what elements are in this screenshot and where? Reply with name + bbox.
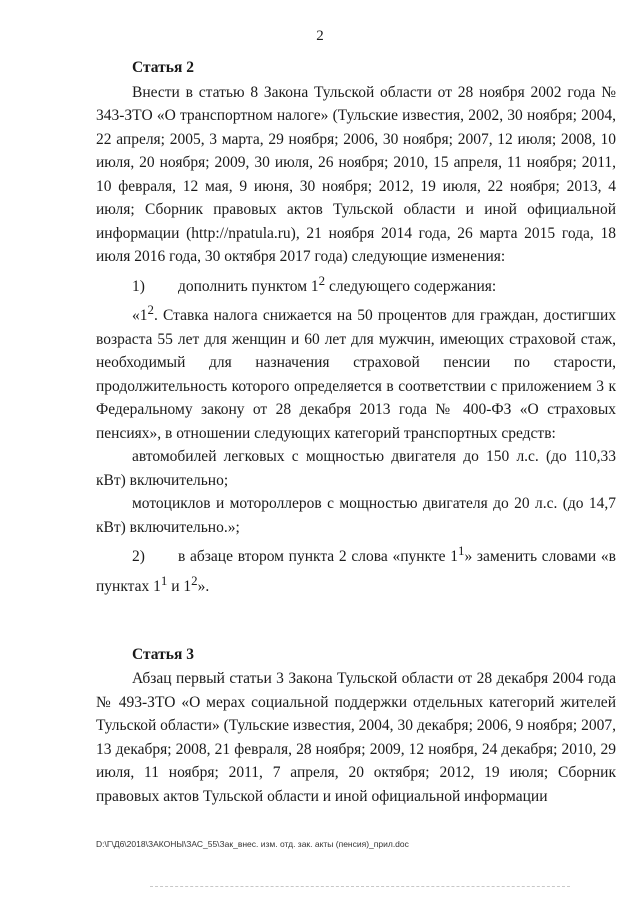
item-1-text-after: следующего содержания: (325, 277, 497, 295)
article-2-motorcycles: мотоциклов и мотороллеров с мощностью двигателя до 20 л.с. (до 14,7 кВт) включительно.»; (96, 495, 616, 536)
item-2-sup-b: 1 (160, 572, 168, 588)
item-1-number: 1) (132, 277, 145, 295)
file-path-footer: D:\Г\Д6\2018\ЗАКОНЫ\ЗАС_55\Зак_внес. изм. отд. зак. акты (пенсия)_прил.doc (96, 839, 409, 849)
article-3-text: Абзац первый статьи 3 Закона Тульской области от 28 декабря 2004 года № 493-ЗТО «О мерах социальной поддержки отдельных категорий жителей Тульской области» (Тульские известия, 2004, 30 декабря; 2006, 9 ноября; 2007, 13 декабря; 2008, 21 февраля, 28 ноября; 2009, 12 ноября, 24 декабря; 2010, 29 июля, 11 ноября; 2011, 7 апреля, 20 октября; 2012, 19 июля; Сборник правовых актов Тульской области и иной официальной информации (96, 670, 616, 805)
quote-open: «1 (132, 307, 148, 325)
item-2-text-c: и 1 (167, 578, 192, 596)
item-2-sup-a: 1 (457, 543, 465, 559)
item-2-text-b: » заменить словами «в пунктах 1 (96, 548, 616, 596)
article-2-item-2 (96, 539, 616, 598)
article-2-item-1 (96, 269, 616, 299)
article-3-heading: Статья 3 (132, 645, 194, 663)
item-2-sup-c: 2 (191, 572, 198, 588)
article-2-quote (96, 298, 616, 445)
quote-text: . Ставка налога снижается на 50 процентов для граждан, достигших возраста 55 лет для женщин и 60 лет для мужчин, имеющих страховой стаж, необходимый для назначения страховой пенсии по старости, продолжительность которого определяется в соответствии с приложением 3 к Федеральному закону от 28 декабря 2013 года № 400-ФЗ «О страховых пенсиях», в отношении следующих категорий транспортных средств: (96, 307, 616, 442)
page-number: 2 (316, 28, 324, 44)
article-2-intro: Внести в статью 8 Закона Тульской области от 28 ноября 2002 года № 343-ЗТО «О транспортном налоге» (Тульские известия, 2002, 30 ноября; 2004, 22 апреля; 2005, 3 марта, 29 ноября; 2006, 30 ноября; 2007, 12 июля; 2008, 10 июля, 20 ноября; 2009, 30 июля, 26 ноября; 2010, 15 апреля, 11 ноября; 2011, 10 февраля, 12 мая, 9 июня, 30 ноября; 2012, 19 июля, 22 ноября; 2013, 4 июля; Сборник правовых актов Тульской области и иной официальной информации (http://npatula.ru), 21 ноября 2014 года, 26 марта 2015 года, 18 июля 2016 года, 30 октября 2017 года) следующие изменения: (96, 83, 616, 265)
item-1-sup: 2 (318, 272, 326, 288)
item-2-text-a: в абзаце втором пункта 2 слова «пункте 1 (178, 548, 458, 566)
item-1-text-before: дополнить пунктом 1 (178, 277, 319, 295)
scan-artifact-line (150, 886, 570, 888)
item-2-text-d: ». (197, 578, 210, 596)
document-body (96, 56, 616, 808)
quote-sup: 2 (147, 302, 154, 318)
article-2-cars: автомобилей легковых с мощностью двигателя до 150 л.с. (до 110,33 кВт) включительно; (96, 448, 616, 489)
article-2-heading: Статья 2 (132, 59, 194, 76)
item-2-number: 2) (132, 548, 145, 566)
